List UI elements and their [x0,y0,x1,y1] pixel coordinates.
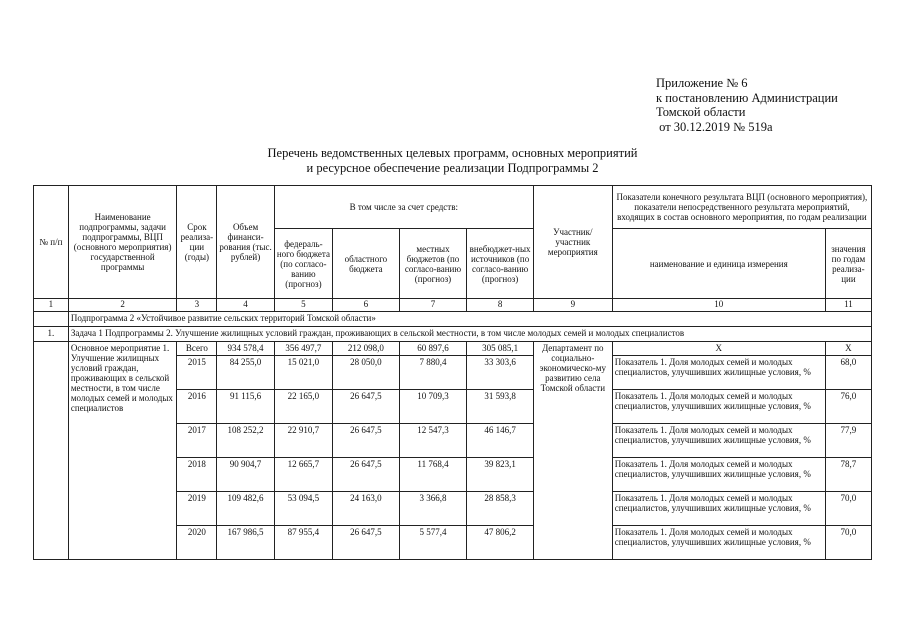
task-num: 1. [34,327,69,342]
indicator-cell: Х [612,342,825,356]
program-table [33,185,872,560]
header-term: Срок реализа-ции (годы) [177,186,217,299]
column-number: 5 [274,299,332,312]
document-title [0,146,905,175]
header-indicator-name: наименование и единица измерения [612,229,825,299]
indicator-cell: Показатель 1. Доля молодых семей и молодых специалистов, улучшивших жилищные условия, % [612,356,825,390]
term-cell: 2017 [177,424,217,458]
header-extra: внебюджет-ных источников (по согласо-ванию (прогноз) [467,229,534,299]
regional-cell: 28 050,0 [333,356,400,390]
table-row [34,342,872,356]
volume-cell: 167 986,5 [217,526,274,560]
task-title: Задача 1 Подпрограммы 2. Улучшение жилищных условий граждан, проживающих в сельской местности, в том числе молодых семей и молодых специалистов [68,327,871,342]
header-name: Наименование подпрограммы, задачи подпрограммы, ВЦП (основного мероприятия) государственной программы [68,186,177,299]
volume-cell: 109 482,6 [217,492,274,526]
local-cell: 7 880,4 [399,356,467,390]
header-federal: федераль-ного бюджета (по согласо-ванию (прогноз) [274,229,332,299]
value-cell: 78,7 [825,458,871,492]
column-number: 4 [217,299,274,312]
term-cell: 2020 [177,526,217,560]
value-cell: 70,0 [825,492,871,526]
header-indicators: Показатели конечного результата ВЦП (основного мероприятия), показатели непосредственного результата мероприятий, входящих в состав основного мероприятия, по годам реализации [612,186,871,229]
header-including: В том числе за счет средств: [274,186,533,229]
appendix-line-3: Томской области [656,105,746,119]
header-indicator-values: значения по годам реализа-ции [825,229,871,299]
local-cell: 10 709,3 [399,390,467,424]
appendix-line-4: от 30.12.2019 № 519а [656,119,773,134]
subprogram-row [34,312,872,327]
appendix-line-2: к постановлению Администрации [656,90,838,105]
regional-cell: 26 647,5 [333,526,400,560]
value-cell: 68,0 [825,356,871,390]
term-cell: 2019 [177,492,217,526]
value-cell: 76,0 [825,390,871,424]
term-cell: 2016 [177,390,217,424]
extra-cell: 39 823,1 [467,458,534,492]
header-volume: Объем финанси-рования (тыс. рублей) [217,186,274,299]
column-number: 10 [612,299,825,312]
column-number: 8 [467,299,534,312]
value-cell: 70,0 [825,526,871,560]
participant-cell: Департамент по социально-экономическо-му развитию села Томской области [533,342,612,560]
header-regional: областного бюджета [333,229,400,299]
column-number: 1 [34,299,69,312]
regional-cell: 26 647,5 [333,458,400,492]
activity-num [34,342,69,560]
federal-cell: 22 910,7 [274,424,332,458]
column-number: 6 [333,299,400,312]
term-cell: Всего [177,342,217,356]
appendix-line-1: Приложение № 6 [656,76,748,90]
extra-cell: 33 303,6 [467,356,534,390]
extra-cell: 47 806,2 [467,526,534,560]
subprogram-title: Подпрограмма 2 «Устойчивое развитие сельских территорий Томской области» [68,312,871,327]
title-line-2: и ресурсное обеспечение реализации Подпрограммы 2 [306,160,599,175]
title-line-1: Перечень ведомственных целевых программ, основных мероприятий [267,146,638,160]
column-number-row [34,299,872,312]
local-cell: 11 768,4 [399,458,467,492]
subprogram-num [34,312,69,327]
value-cell: 77,9 [825,424,871,458]
volume-cell: 934 578,4 [217,342,274,356]
regional-cell: 24 163,0 [333,492,400,526]
header-participant: Участник/ участник мероприятия [533,186,612,299]
federal-cell: 87 955,4 [274,526,332,560]
term-cell: 2018 [177,458,217,492]
appendix-block [656,76,838,134]
federal-cell: 22 165,0 [274,390,332,424]
volume-cell: 91 115,6 [217,390,274,424]
indicator-cell: Показатель 1. Доля молодых семей и молодых специалистов, улучшивших жилищные условия, % [612,492,825,526]
value-cell: Х [825,342,871,356]
task-row [34,327,872,342]
column-number: 2 [68,299,177,312]
indicator-cell: Показатель 1. Доля молодых семей и молодых специалистов, улучшивших жилищные условия, % [612,458,825,492]
indicator-cell: Показатель 1. Доля молодых семей и молодых специалистов, улучшивших жилищные условия, % [612,424,825,458]
header-num: № п/п [34,186,69,299]
local-cell: 3 366,8 [399,492,467,526]
column-number: 3 [177,299,217,312]
extra-cell: 46 146,7 [467,424,534,458]
extra-cell: 28 858,3 [467,492,534,526]
regional-cell: 26 647,5 [333,424,400,458]
federal-cell: 53 094,5 [274,492,332,526]
indicator-cell: Показатель 1. Доля молодых семей и молодых специалистов, улучшивших жилищные условия, % [612,390,825,424]
local-cell: 12 547,3 [399,424,467,458]
column-number: 7 [399,299,467,312]
regional-cell: 212 098,0 [333,342,400,356]
local-cell: 5 577,4 [399,526,467,560]
term-cell: 2015 [177,356,217,390]
indicator-cell: Показатель 1. Доля молодых семей и молодых специалистов, улучшивших жилищные условия, % [612,526,825,560]
extra-cell: 305 085,1 [467,342,534,356]
federal-cell: 15 021,0 [274,356,332,390]
header-local: местных бюджетов (по согласо-ванию (прогноз) [399,229,467,299]
extra-cell: 31 593,8 [467,390,534,424]
column-number: 9 [533,299,612,312]
local-cell: 60 897,6 [399,342,467,356]
federal-cell: 12 665,7 [274,458,332,492]
column-number: 11 [825,299,871,312]
volume-cell: 84 255,0 [217,356,274,390]
federal-cell: 356 497,7 [274,342,332,356]
activity-name: Основное мероприятие 1. Улучшение жилищных условий граждан, проживающих в сельской местности, в том числе молодых семей и молодых специалистов [68,342,177,560]
volume-cell: 90 904,7 [217,458,274,492]
volume-cell: 108 252,2 [217,424,274,458]
regional-cell: 26 647,5 [333,390,400,424]
